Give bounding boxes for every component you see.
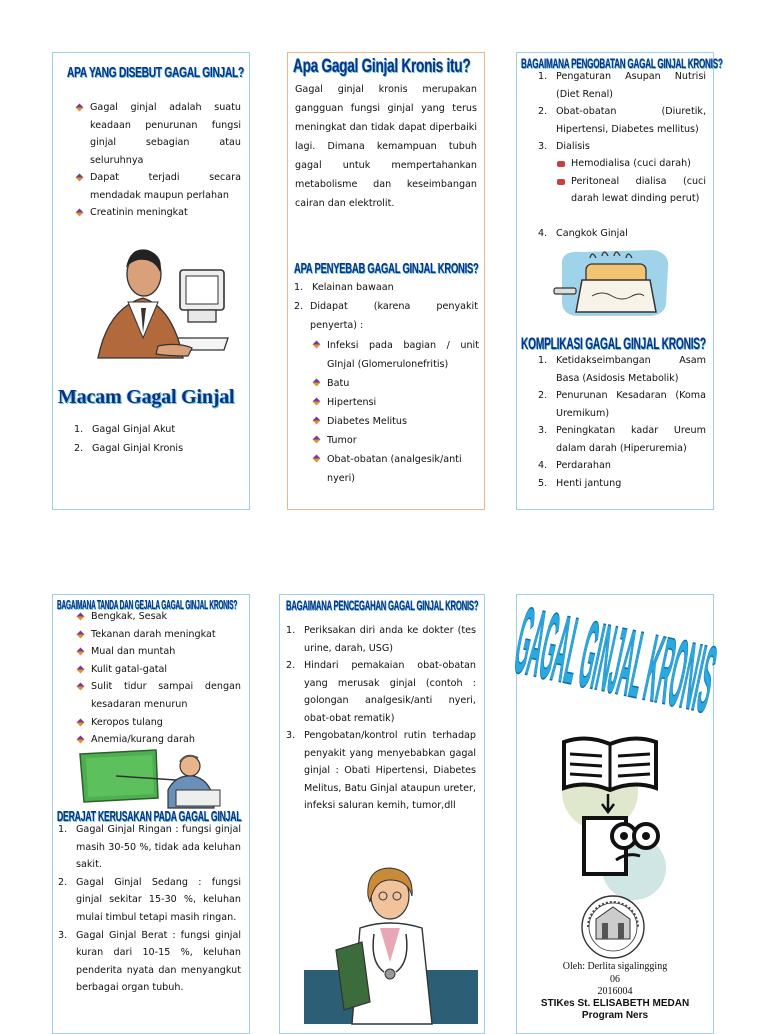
author-number: 06 — [610, 974, 620, 985]
kidney-failure-types — [74, 420, 234, 458]
panel1-title: APA YANG DISEBUT GAGAL GINJAL? — [67, 64, 244, 81]
office-worker-illustration — [88, 238, 233, 368]
acquired-causes-list — [311, 336, 479, 488]
cover-title: GAGAL GINJAL KRONIS — [507, 588, 724, 734]
list-item: Hemodialisa (cuci darah) — [555, 155, 706, 173]
list-item: 4. Cangkok Ginjal — [538, 228, 628, 239]
complications-title: KOMPLIKASI GAGAL GINJAL KRONIS? — [521, 334, 706, 353]
teacher-chalkboard-illustration — [76, 750, 226, 810]
complications-list — [538, 352, 706, 492]
cover-title-art — [507, 588, 724, 734]
list-item: Infeksi pada bagian / unit GInjal (Glomerulonefritis) — [311, 336, 479, 374]
list-item: 3. Gagal Ginjal Berat : fungsi ginjal kuran dari 10-15 %, keluhan penderita nyata dan menyangkut berbagai organ tubuh. — [58, 929, 241, 994]
list-item: 3. Dialisis — [538, 141, 590, 152]
treatment-title: BAGAIMANA PENGOBATAN GAGAL GINJAL KRONIS? — [521, 55, 723, 71]
list-item: 3. Pengobatan/kontrol rutin terhadap penyakit yang menyebabkan gagal ginjal : Obati Hipertensi, Diabetes Melitus, Batu Ginjal ataupun ureter, infeksi saluran kemih, tumor,dll — [286, 730, 476, 811]
list-item: 2. Gagal Ginjal Kronis — [74, 443, 184, 454]
list-item: Bengkak, Sesak — [75, 608, 241, 626]
causes-list — [294, 278, 478, 335]
list-item: Gagal ginjal adalah suatu keadaan penurunan fungsi ginjal sebagian atau seluruhnya — [74, 99, 241, 169]
panel1-bullets — [74, 99, 241, 222]
institution-name: STIKes St. ELISABETH MEDAN — [540, 998, 690, 1009]
list-item: 1. Gagal Ginjal Akut — [74, 424, 176, 435]
author-name: Oleh: Derlita sigalingging — [562, 961, 668, 972]
treatment-list — [538, 68, 706, 156]
list-item: Kulit gatal-gatal — [75, 661, 241, 679]
author-id: 2016004 — [597, 986, 633, 997]
list-item: Tekanan darah meningkat — [75, 626, 241, 644]
list-item: Diabetes Melitus — [311, 412, 479, 431]
list-item: 1. Gagal Ginjal Ringan : fungsi ginjal masih 30-50 %, tidak ada keluhan sakit. — [58, 824, 241, 871]
panel2-title: Apa Gagal Ginjal Kronis itu? — [293, 56, 471, 77]
list-item: Keropos tulang — [75, 714, 241, 732]
degrees-list — [58, 821, 241, 997]
list-item: Hipertensi — [311, 393, 479, 412]
list-item: 1. Pengaturan Asupan Nutrisi (Diet Renal) — [538, 71, 706, 100]
symptoms-list — [75, 608, 241, 749]
symptoms-title: BAGAIMANA TANDA DAN GEJALA GAGAL GINJAL KRONIS? — [57, 597, 238, 612]
list-item: 1. Kelainan bawaan — [294, 282, 394, 293]
list-item: Peritoneal dialisa (cuci darah lewat dinding perut) — [555, 173, 706, 208]
program-name: Program Ners — [581, 1010, 649, 1021]
list-item: Anemia/kurang darah — [75, 731, 241, 749]
list-item: 2. Gagal Ginjal Sedang : fungsi ginjal sekitar 15-30 %, keluhan mulai timbul tetapi masih ringan. — [58, 876, 241, 923]
list-item: Creatinin meningkat — [74, 204, 241, 222]
list-item: 2. Hindari pemakaian obat-obatan yang merusak ginjal (contoh : golongan analgesik/anti nyeri, obat-obat rematik) — [286, 660, 476, 724]
panel2-paragraph: Gagal ginjal kronis merupakan gangguan fungsi ginjal yang terus meningkat dan tidak dapat diperbaiki lagi. Dimana kemampuan tubuh gagal untuk mempertahankan metabolisme dan keseimbangan cairan dan elektrolit. — [295, 84, 477, 209]
prevention-title: BAGAIMANA PENCEGAHAN GAGAL GINJAL KRONIS? — [286, 597, 479, 613]
list-item: 1. Periksakan diri anda ke dokter (tes urine, darah, USG) — [286, 625, 476, 654]
toaster-illustration — [552, 246, 674, 322]
book-idea-icon — [556, 730, 676, 900]
prevention-list — [286, 622, 476, 815]
list-item: 4. Perdarahan — [538, 460, 611, 471]
list-item: 3. Peningkatan kadar Ureum dalam darah (Hiperuremia) — [538, 425, 706, 454]
list-item: 2. Obat-obatan (Diuretik, Hipertensi, Diabetes mellitus) — [538, 106, 706, 135]
causes-title: APA PENYEBAB GAGAL GINJAL KRONIS? — [294, 260, 479, 277]
list-item: Obat-obatan (analgesik/anti nyeri) — [311, 450, 479, 488]
panel1-subtitle: Macam Gagal Ginjal — [58, 386, 235, 408]
list-item: 1. Ketidakseimbangan Asam Basa (Asidosis Metabolik) — [538, 355, 706, 384]
list-item: Mual dan muntah — [75, 643, 241, 661]
treatment-list-4 — [538, 225, 706, 243]
list-item: Dapat terjadi secara mendadak maupun perlahan — [74, 169, 241, 204]
school-seal-logo — [580, 893, 646, 961]
list-item: 2. Penurunan Kesadaran (Koma Uremikum) — [538, 390, 706, 419]
degrees-title: DERAJAT KERUSAKAN PADA GAGAL GINJAL — [57, 808, 242, 825]
list-item: Batu — [311, 374, 479, 393]
dialysis-list — [555, 155, 706, 208]
list-item: Sulit tidur sampai dengan kesadaran menurun — [75, 678, 241, 713]
list-item: Tumor — [311, 431, 479, 450]
doctor-illustration — [300, 862, 482, 1024]
list-item: 2. Didapat (karena penyakit penyerta) : — [294, 301, 478, 331]
list-item: 5. Henti jantung — [538, 477, 622, 489]
